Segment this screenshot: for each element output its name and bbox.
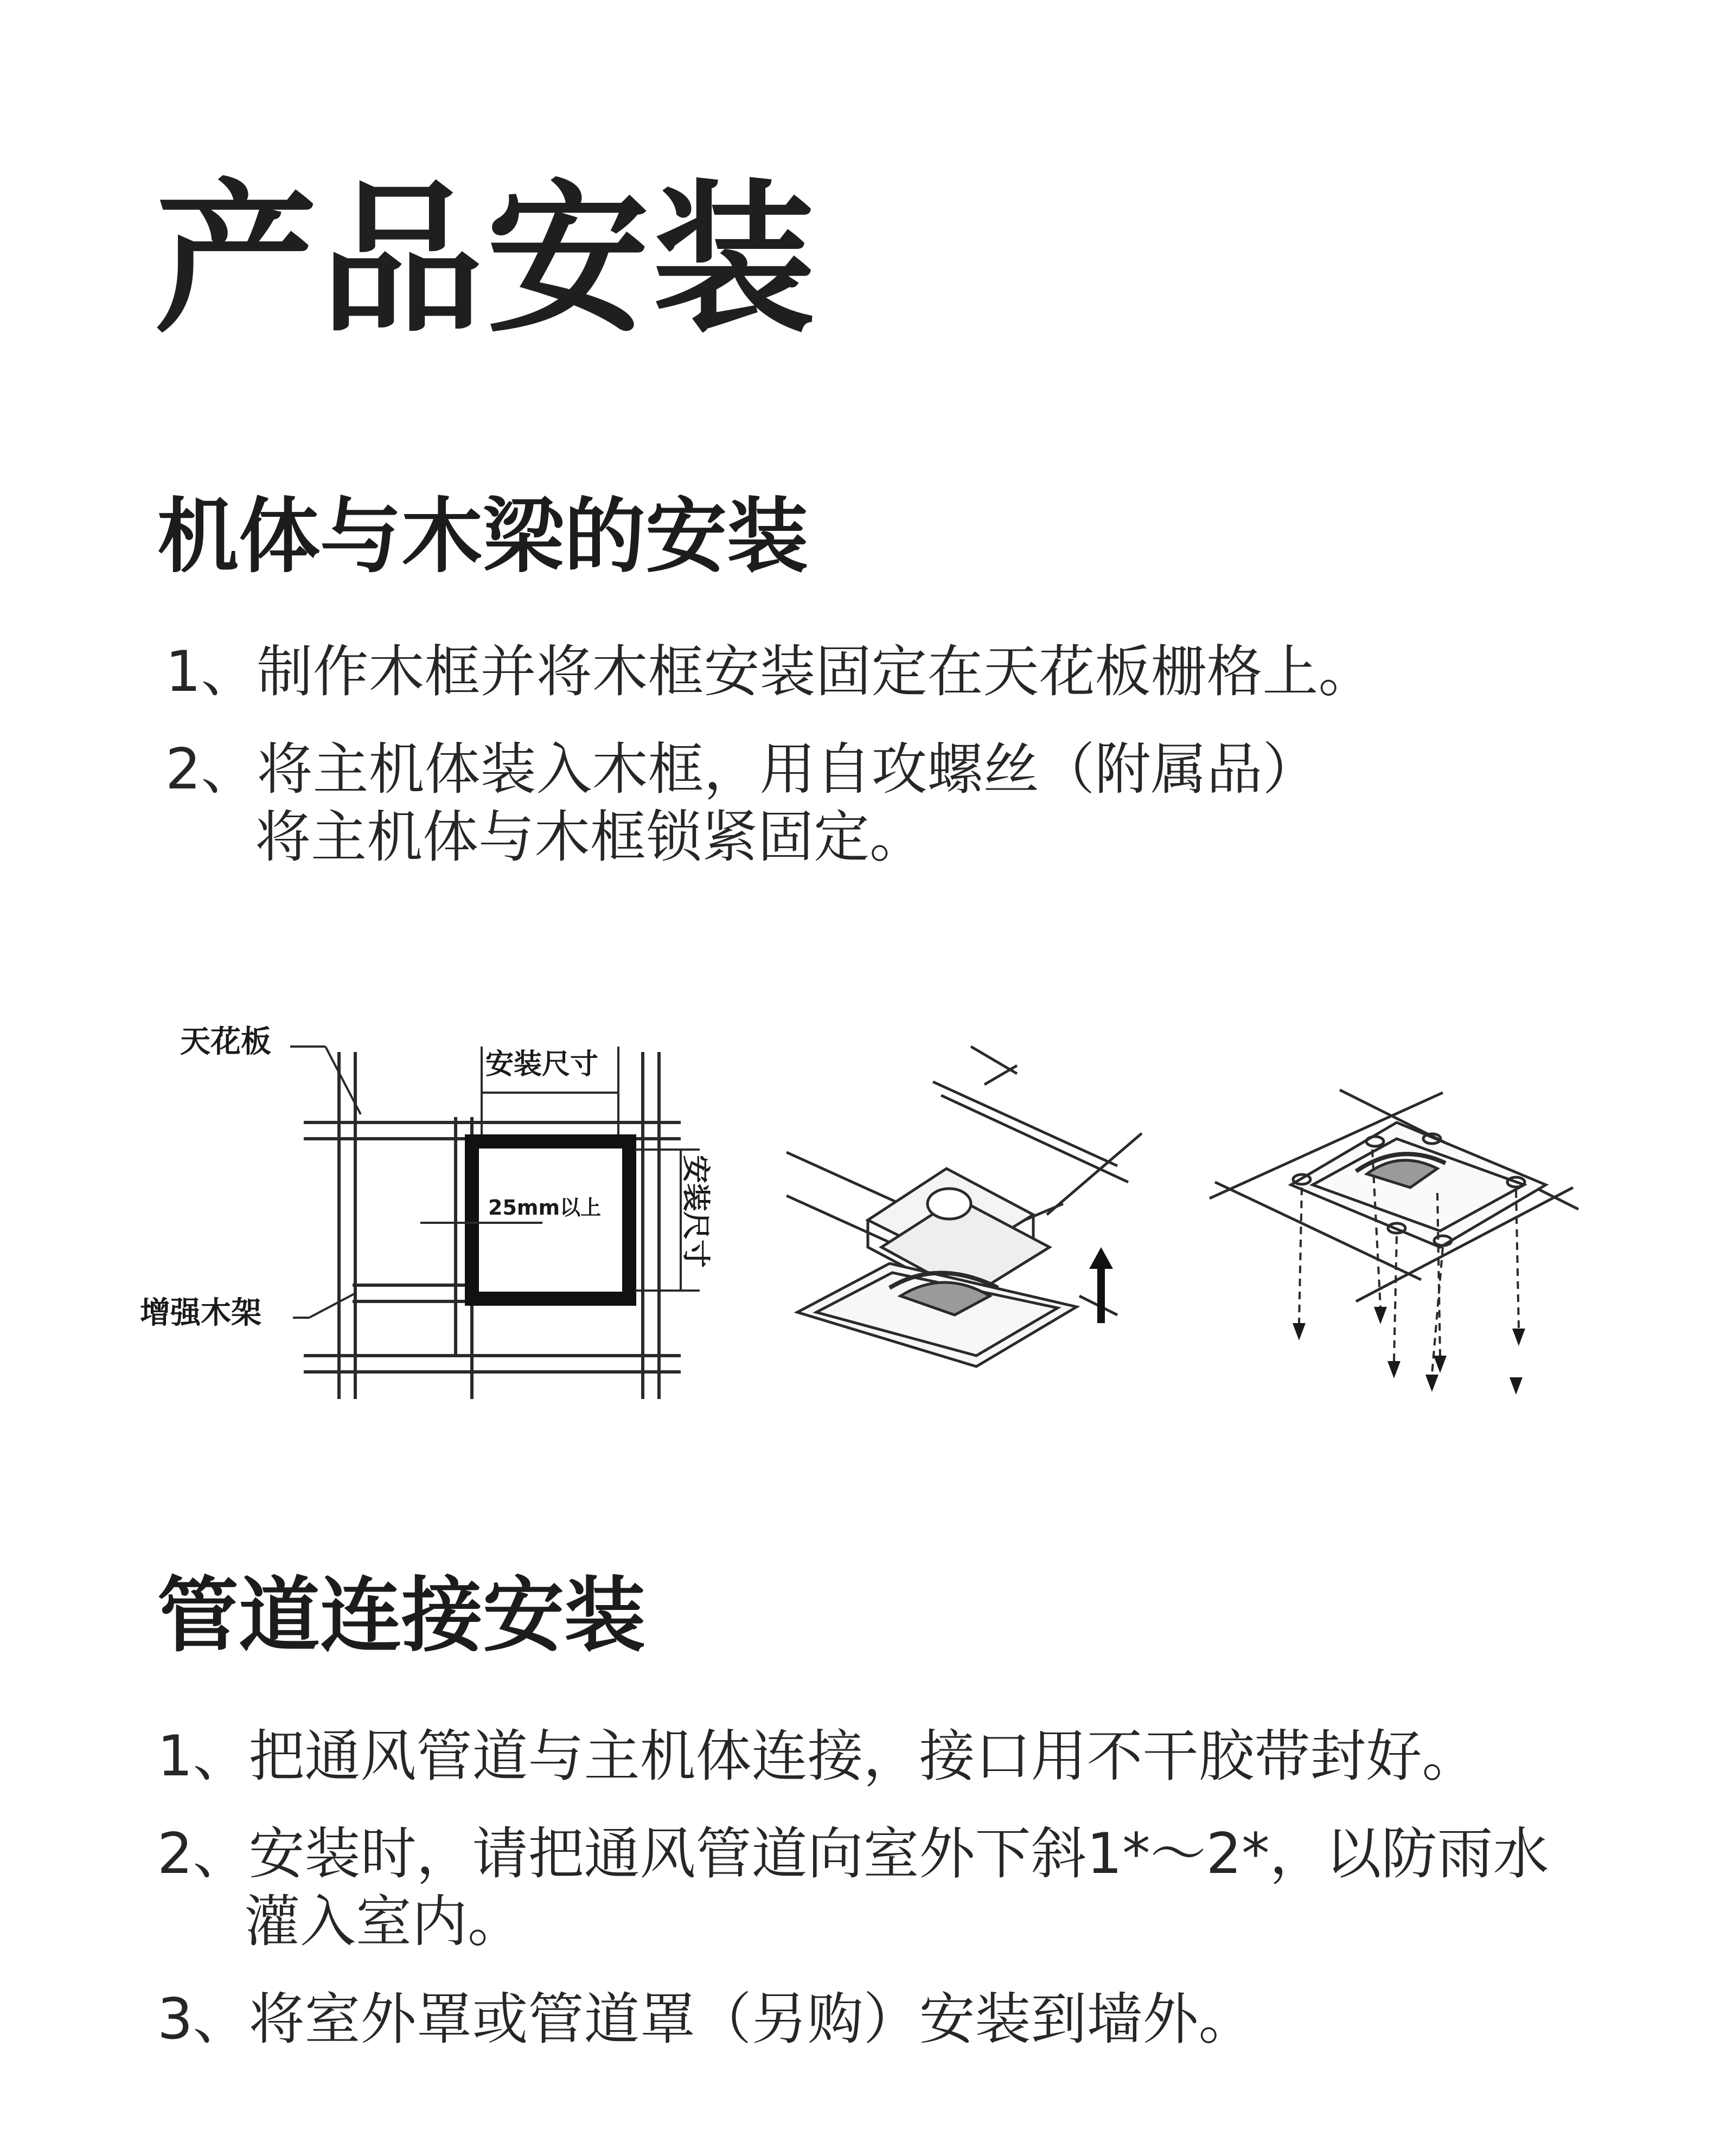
beam-step-2 [165, 735, 1319, 804]
step-number: 3、 [157, 1987, 249, 2052]
reinforce-label: 增强木架 [140, 1295, 261, 1331]
step-text: 制作木框并将木框安装固定在天花板栅格上。 [257, 639, 1374, 704]
installation-diagram [0, 976, 1714, 1437]
page-title: 产品安装 [155, 165, 818, 355]
step-text: 安装时，请把通风管道向室外下斜1*～2*，以防雨水 [248, 1821, 1549, 1887]
step-number: 1、 [165, 639, 257, 704]
step-text: 将室外罩或管道罩（另购）安装到墙外。 [248, 1987, 1255, 2052]
duct-step-2-continuation: 灌入室内。 [244, 1889, 523, 1954]
step-number: 2、 [157, 1821, 249, 1887]
section-beam-heading: 机体与木梁的安装 [157, 490, 809, 584]
size-label-top: 安装尺寸 [485, 1048, 599, 1081]
duct-step-1 [157, 1722, 1478, 1791]
section-duct-heading: 管道连接安装 [157, 1569, 646, 1663]
duct-step-3 [157, 1985, 1255, 2054]
beam-step-2-continuation: 将主机体与木框锁紧固定。 [255, 805, 925, 870]
screws [1293, 1307, 1525, 1395]
size-label-side: 安装尺寸 [679, 1155, 712, 1268]
ceiling-label: 天花板 [180, 1024, 271, 1060]
gap-label: 25mm以上 [488, 1196, 602, 1220]
step-text: 将主机体装入木框，用自攻螺丝（附属品） [257, 737, 1319, 802]
unit-insertion-icon [786, 1047, 1142, 1366]
step-number: 1、 [157, 1724, 249, 1789]
duct-step-2 [157, 1819, 1549, 1889]
beam-step-1 [165, 637, 1374, 707]
step-number: 2、 [165, 737, 257, 802]
step-text: 把通风管道与主机体连接，接口用不干胶带封好。 [248, 1724, 1478, 1789]
ceiling-frame-plan-icon [290, 1047, 700, 1399]
